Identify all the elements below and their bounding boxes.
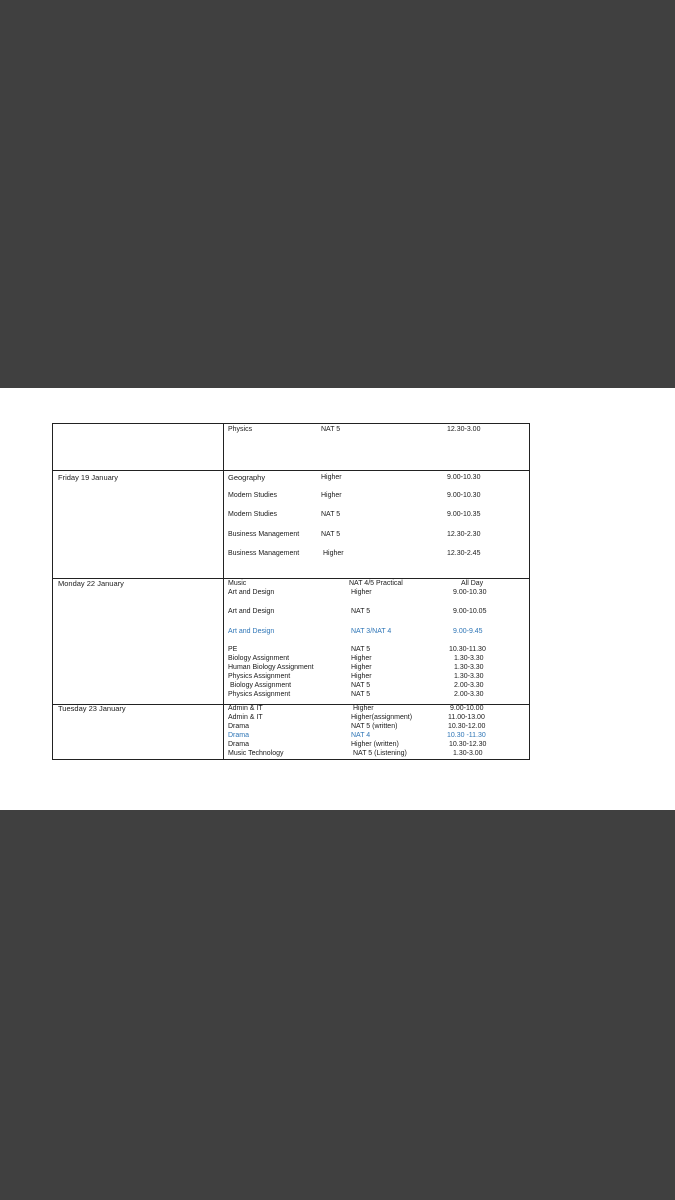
row-divider <box>53 470 529 471</box>
time-cell: 12.30-2.30 <box>447 531 481 538</box>
level-cell: Higher <box>351 673 372 680</box>
subject-cell: Admin & IT <box>228 705 263 712</box>
time-cell: 10.30-11.30 <box>449 646 486 653</box>
day-monday: Monday 22 January <box>58 579 124 588</box>
level-cell: Higher <box>351 655 372 662</box>
level-cell: NAT 5 <box>321 511 341 518</box>
time-cell: 2.00-3.30 <box>454 682 484 689</box>
level-cell: NAT 5 <box>351 608 371 615</box>
subject-cell: Physics Assignment <box>228 691 291 698</box>
time-cell: 9.00-10.30 <box>447 492 481 499</box>
time-cell: 9.00-10.00 <box>450 705 484 712</box>
time-cell: 12.30-3.00 <box>447 426 481 433</box>
subject-cell: Art and Design <box>228 589 275 596</box>
level-cell: Higher(assignment) <box>351 714 413 721</box>
day-tuesday: Tuesday 23 January <box>58 704 126 713</box>
row-divider <box>53 578 529 579</box>
subject-cell: Drama <box>228 732 250 739</box>
time-cell: 1.30-3.30 <box>454 664 484 671</box>
subject-cell: Art and Design <box>228 608 275 615</box>
subject-cell: Music <box>228 580 247 587</box>
level-cell: NAT 4/5 Practical <box>349 580 403 587</box>
time-cell: 9.00-10.05 <box>453 608 487 615</box>
level-cell: NAT 5 <box>351 682 371 689</box>
exam-timetable <box>52 423 530 760</box>
time-cell: 9.00-10.30 <box>447 474 481 481</box>
level-cell: NAT 4 <box>351 732 371 739</box>
subject-cell: Physics <box>228 426 253 433</box>
time-cell: 9.00-10.30 <box>453 589 487 596</box>
subject-cell: Drama <box>228 723 250 730</box>
level-cell: NAT 5 (Listening) <box>353 750 407 757</box>
level-cell: Higher <box>321 492 342 499</box>
day-friday: Friday 19 January <box>58 473 119 482</box>
subject-cell: Art and Design <box>228 628 275 635</box>
time-cell: 9.00-9.45 <box>453 628 483 635</box>
subject-cell: Biology Assignment <box>228 655 290 662</box>
level-cell: Higher <box>351 589 372 596</box>
subject-cell: Modern Studies <box>228 511 278 518</box>
level-cell: Higher <box>321 474 342 481</box>
time-cell: 10.30 -11.30 <box>447 732 486 739</box>
column-divider <box>223 424 224 759</box>
time-cell: 2.00-3.30 <box>454 691 484 698</box>
subject-cell: Business Management <box>228 550 300 557</box>
time-cell: All Day <box>461 580 484 587</box>
subject-cell: Biology Assignment <box>230 682 292 689</box>
level-cell: NAT 5 <box>351 646 371 653</box>
subject-cell: Admin & IT <box>228 714 263 721</box>
level-cell: NAT 3/NAT 4 <box>351 628 392 635</box>
level-cell: Higher <box>351 664 372 671</box>
level-cell: Higher <box>353 705 374 712</box>
time-cell: 10.30-12.30 <box>449 741 487 748</box>
time-cell: 1.30-3.00 <box>453 750 483 757</box>
time-cell: 1.30-3.30 <box>454 655 484 662</box>
time-cell: 11.00-13.00 <box>448 714 485 721</box>
subject-cell: Business Management <box>228 531 300 538</box>
time-cell: 1.30-3.30 <box>454 673 484 680</box>
time-cell: 12.30-2.45 <box>447 550 481 557</box>
level-cell: NAT 5 (written) <box>351 723 398 730</box>
subject-cell: Music Technology <box>228 750 284 757</box>
level-cell: NAT 5 <box>321 426 341 433</box>
level-cell: Higher <box>323 550 344 557</box>
subject-cell: Drama <box>228 741 250 748</box>
subject-cell: Geography <box>228 473 266 482</box>
subject-cell: PE <box>228 646 238 653</box>
time-cell: 9.00-10.35 <box>447 511 481 518</box>
subject-cell: Human Biology Assignment <box>228 664 314 671</box>
subject-cell: Modern Studies <box>228 492 278 499</box>
level-cell: NAT 5 <box>321 531 341 538</box>
time-cell: 10.30-12.00 <box>448 723 486 730</box>
level-cell: NAT 5 <box>351 691 371 698</box>
level-cell: Higher (written) <box>351 741 399 748</box>
document-page <box>0 388 675 810</box>
subject-cell: Physics Assignment <box>228 673 291 680</box>
